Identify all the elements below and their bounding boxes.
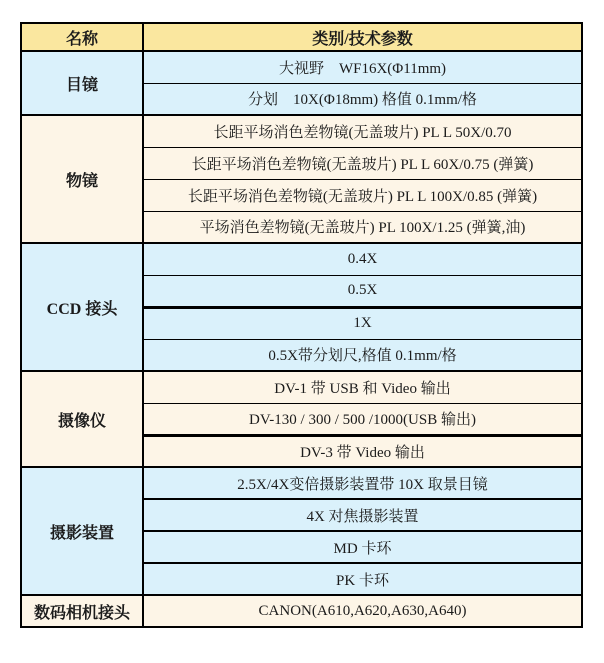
- spec-value: 分划 10X(Φ18mm) 格值 0.1mm/格: [143, 83, 582, 115]
- spec-value: 4X 对焦摄影装置: [143, 499, 582, 531]
- spec-value: 2.5X/4X变倍摄影装置带 10X 取景目镜: [143, 467, 582, 499]
- table-row: [21, 467, 582, 499]
- table-row: [21, 115, 582, 147]
- spec-value: CANON(A610,A620,A630,A640): [143, 595, 582, 627]
- spec-value: DV-130 / 300 / 500 /1000(USB 输出): [143, 403, 582, 435]
- header-params-column: 类别/技术参数: [143, 23, 582, 51]
- spec-value: 长距平场消色差物镜(无盖玻片) PL L 60X/0.75 (弹簧): [143, 147, 582, 179]
- spec-value: 长距平场消色差物镜(无盖玻片) PL L 100X/0.85 (弹簧): [143, 179, 582, 211]
- spec-value: 0.5X带分划尺,格值 0.1mm/格: [143, 339, 582, 371]
- table-row: [21, 595, 582, 627]
- table-header-row: [21, 23, 582, 51]
- header-name-column: 名称: [21, 23, 143, 51]
- table-row: [21, 371, 582, 403]
- spec-value: 0.5X: [143, 275, 582, 307]
- table-row: [21, 51, 582, 83]
- spec-value: PK 卡环: [143, 563, 582, 595]
- spec-value: 大视野 WF16X(Φ11mm): [143, 51, 582, 83]
- spec-table: [20, 22, 583, 628]
- spec-value: 平场消色差物镜(无盖玻片) PL 100X/1.25 (弹簧,油): [143, 211, 582, 243]
- table-row: [21, 243, 582, 275]
- spec-value: MD 卡环: [143, 531, 582, 563]
- section-label-digital-camera-adapter: 数码相机接头: [21, 595, 143, 627]
- spec-value: DV-3 带 Video 输出: [143, 435, 582, 467]
- section-label-ccd-adapter: CCD 接头: [21, 243, 143, 371]
- section-label-photo-attachment: 摄影装置: [21, 467, 143, 595]
- section-label-eyepiece: 目镜: [21, 51, 143, 115]
- spec-value: DV-1 带 USB 和 Video 输出: [143, 371, 582, 403]
- section-label-objective: 物镜: [21, 115, 143, 243]
- spec-value: 1X: [143, 307, 582, 339]
- spec-value: 0.4X: [143, 243, 582, 275]
- spec-value: 长距平场消色差物镜(无盖玻片) PL L 50X/0.70: [143, 115, 582, 147]
- section-label-video-camera: 摄像仪: [21, 371, 143, 467]
